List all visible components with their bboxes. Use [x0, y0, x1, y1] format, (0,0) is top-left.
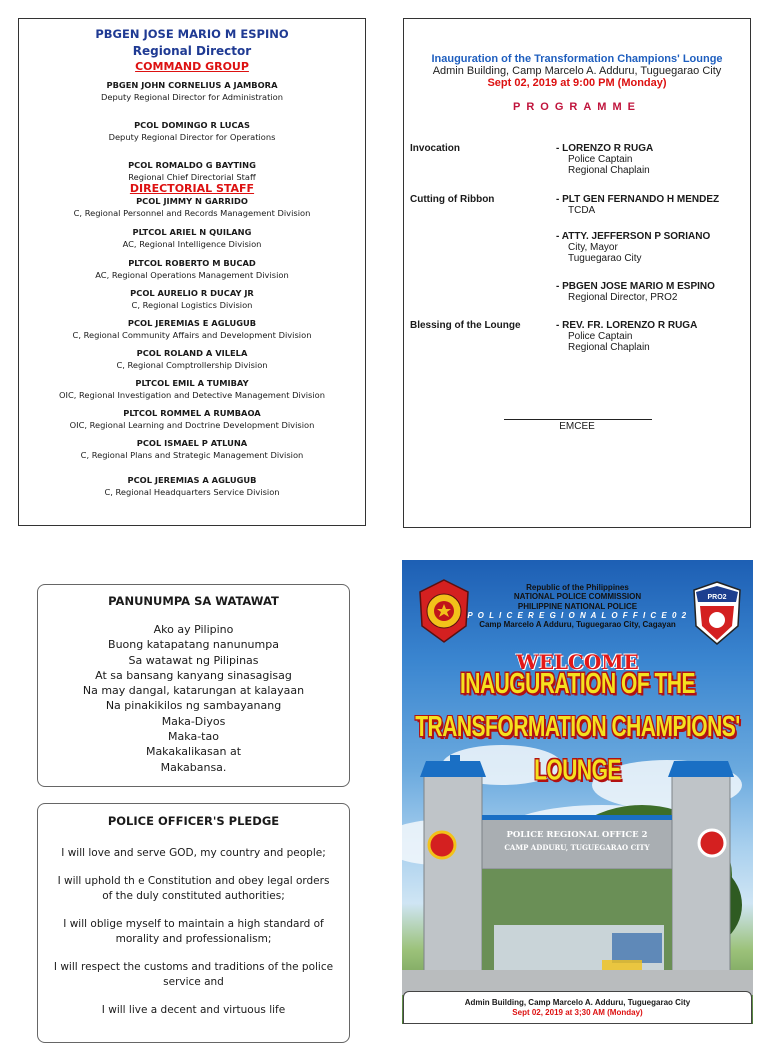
pledge-paragraph: I will oblige myself to maintain a high standard of morality and professionalism;: [63, 918, 324, 945]
panunumpa-box: [37, 584, 350, 787]
programme-item-label: Blessing of the Lounge: [410, 320, 521, 331]
panunumpa-line: Na pinakikilos ng sambayanang: [105, 699, 282, 713]
speaker-designation: TCDA: [568, 205, 596, 216]
programme-panel: [403, 18, 751, 528]
pledge-paragraphs: [38, 846, 349, 1018]
pledge-paragraph: I will uphold th e Constitution and obey legal orders of the duly constituted authorities;: [57, 875, 330, 902]
officer-position: C, Regional Logistics Division: [131, 300, 253, 310]
pledge-title: POLICE OFFICER'S PLEDGE: [107, 814, 280, 828]
officer-entry: [19, 317, 365, 341]
panunumpa-lines: [38, 622, 349, 775]
speaker-name: - PBGEN JOSE MARIO M ESPINO: [556, 281, 715, 292]
speaker-designation: Tuguegarao City: [568, 253, 642, 264]
officer-entry: [19, 347, 365, 371]
officer-entry: [19, 79, 365, 103]
footer-venue: Admin Building, Camp Marcelo A. Adduru, Tuguegarao City: [464, 998, 691, 1007]
pledge-paragraph: I will love and serve GOD, my country and people;: [61, 847, 326, 859]
officer-entry: [19, 474, 365, 498]
officer-position: C, Regional Headquarters Service Division: [104, 487, 280, 497]
programme-speaker: [556, 194, 719, 216]
programme-speaker: [556, 281, 715, 303]
officer-entry: [19, 159, 365, 183]
speaker-name: - PLT GEN FERNANDO H MENDEZ: [556, 194, 720, 205]
speaker-name: - ATTY. JEFFERSON P SORIANO: [556, 231, 711, 242]
officer-entry: [19, 287, 365, 311]
speaker-designation: Police Captain: [568, 331, 633, 342]
officer-position: C, Regional Plans and Strategic Management Division: [80, 450, 304, 460]
directorial-staff-list: [19, 195, 365, 498]
panunumpa-line: Maka-tao: [168, 730, 219, 744]
officer-name: PCOL DOMINGO R LUCAS: [134, 120, 250, 130]
directorial-staff-heading: DIRECTORIAL STAFF: [129, 182, 255, 195]
programme-item-label: Cutting of Ribbon: [410, 194, 495, 205]
officer-entry: [19, 257, 365, 281]
cover-panel: [402, 560, 753, 1024]
regional-office-text: P O L I C E R E G I O N A L O F F I C E 0 2: [467, 610, 688, 620]
directory-panel: [18, 18, 366, 526]
officer-name: PLTCOL ROMMEL A RUMBAOA: [123, 408, 261, 418]
officer-entry: [19, 119, 365, 143]
panunumpa-line: Buong katapatang nanunumpa: [108, 638, 279, 652]
officer-name: PCOL JIMMY N GARRIDO: [136, 196, 248, 206]
officer-position: Deputy Regional Director for Administration: [101, 92, 283, 102]
officer-name: PCOL JEREMIAS A AGLUGUB: [127, 475, 257, 485]
panunumpa-line: Makakalikasan at: [145, 745, 242, 759]
regional-director-name: PBGEN JOSE MARIO M ESPINO: [95, 27, 289, 41]
officer-position: C, Regional Community Affairs and Development Division: [72, 330, 312, 340]
pledge-paragraph: I will live a decent and virtuous life: [101, 1004, 286, 1016]
title-line-1: INAUGURATION OF THE: [459, 668, 696, 700]
gate-sign-line2: CAMP ADDURU, TUGUEGARAO CITY: [504, 843, 650, 852]
pledge-paragraph: I will respect the customs and traditions of the police service and: [53, 961, 334, 988]
officer-name: PCOL JEREMIAS E AGLUGUB: [127, 318, 257, 328]
pnp-text: PHILIPPINE NATIONAL POLICE: [517, 601, 638, 611]
welcome-heading: WELCOME: [516, 650, 639, 674]
panunumpa-line: Ako ay Pilipino: [153, 623, 234, 636]
speaker-designation: City, Mayor: [568, 242, 618, 253]
programme-speaker: [556, 231, 710, 264]
speaker-designation: Regional Chaplain: [568, 342, 650, 353]
officer-position: Regional Chief Directorial Staff: [128, 172, 256, 182]
footer-date: Sept 02, 2019 at 3;30 AM (Monday): [512, 1008, 643, 1017]
republic-text: Republic of the Philippines: [526, 583, 629, 592]
panunumpa-line: Sa watawat ng Pilipinas: [128, 653, 259, 667]
emcee-signature-line: [504, 419, 652, 420]
officer-name: PCOL AURELIO R DUCAY JR: [130, 288, 254, 298]
programme-heading: PROGRAMME: [513, 101, 641, 113]
officer-entry: [19, 407, 365, 431]
programme-speaker: [556, 320, 697, 353]
camp-text: Camp Marcelo A Adduru, Tuguegarao City, Cagayan: [479, 620, 676, 630]
officer-entry: [19, 377, 365, 401]
napolcom-text: NATIONAL POLICE COMMISSION: [513, 592, 642, 602]
officer-position: Deputy Regional Director for Operations: [108, 132, 276, 142]
officer-position: C, Regional Personnel and Records Management Division: [73, 208, 311, 218]
emcee-label: EMCEE: [559, 421, 595, 432]
panunumpa-line: Na may dangal, katarungan at kalayaan: [82, 684, 305, 698]
officer-position: OIC, Regional Learning and Doctrine Development Division: [69, 420, 315, 430]
event-date: Sept 02, 2019 at 9:00 PM (Monday): [487, 77, 667, 89]
panunumpa-line: Maka-Diyos: [161, 714, 226, 728]
officer-name: PLTCOL ARIEL N QUILANG: [132, 227, 252, 237]
officer-position: AC, Regional Intelligence Division: [122, 239, 262, 249]
officer-name: PCOL ISMAEL P ATLUNA: [136, 438, 248, 448]
officer-position: OIC, Regional Investigation and Detective Management Division: [59, 390, 325, 400]
officer-position: C, Regional Comptrollership Division: [116, 360, 268, 370]
speaker-name: - REV. FR. LORENZO R RUGA: [556, 320, 698, 331]
panunumpa-title: PANUNUMPA SA WATAWAT: [108, 594, 279, 608]
officer-name: PLTCOL ROBERTO M BUCAD: [128, 258, 256, 268]
programme-item-label: Invocation: [410, 143, 461, 154]
command-group-heading: COMMAND GROUP: [135, 60, 249, 73]
event-title: Inauguration of the Transformation Champions' Lounge: [431, 53, 723, 65]
speaker-name: - LORENZO R RUGA: [556, 143, 654, 154]
officer-name: PLTCOL EMIL A TUMIBAY: [135, 378, 249, 388]
pledge-box: [37, 803, 350, 1043]
event-venue: Admin Building, Camp Marcelo A. Adduru, Tuguegarao City: [432, 65, 722, 77]
programme-speaker: [556, 143, 653, 176]
panunumpa-line: Makabansa.: [160, 760, 227, 774]
officer-entry: [19, 195, 365, 219]
panunumpa-line: At sa bansang kanyang sinasagisag: [95, 668, 292, 682]
svg-text:PRO2: PRO2: [707, 594, 727, 601]
cover-header: [402, 583, 753, 629]
command-group-list: [19, 79, 365, 183]
officer-name: PBGEN JOHN CORNELIUS A JAMBORA: [106, 80, 278, 90]
gate-sign-line1: POLICE REGIONAL OFFICE 2: [506, 830, 648, 840]
camp-gate-illustration: [402, 755, 753, 995]
speaker-designation: Regional Chaplain: [568, 165, 650, 176]
title-line-2: TRANSFORMATION CHAMPIONS' LOUNGE: [415, 711, 740, 787]
speaker-designation: Police Captain: [568, 154, 633, 165]
speaker-designation: Regional Director, PRO2: [568, 292, 678, 303]
officer-name: PCOL ROMALDO G BAYTING: [128, 160, 256, 170]
officer-name: PCOL ROLAND A VILELA: [136, 348, 248, 358]
cover-footer: [403, 991, 752, 1024]
regional-director-title: Regional Director: [132, 44, 252, 58]
officer-entry: [19, 226, 365, 250]
officer-position: AC, Regional Operations Management Division: [95, 270, 289, 280]
officer-entry: [19, 437, 365, 461]
